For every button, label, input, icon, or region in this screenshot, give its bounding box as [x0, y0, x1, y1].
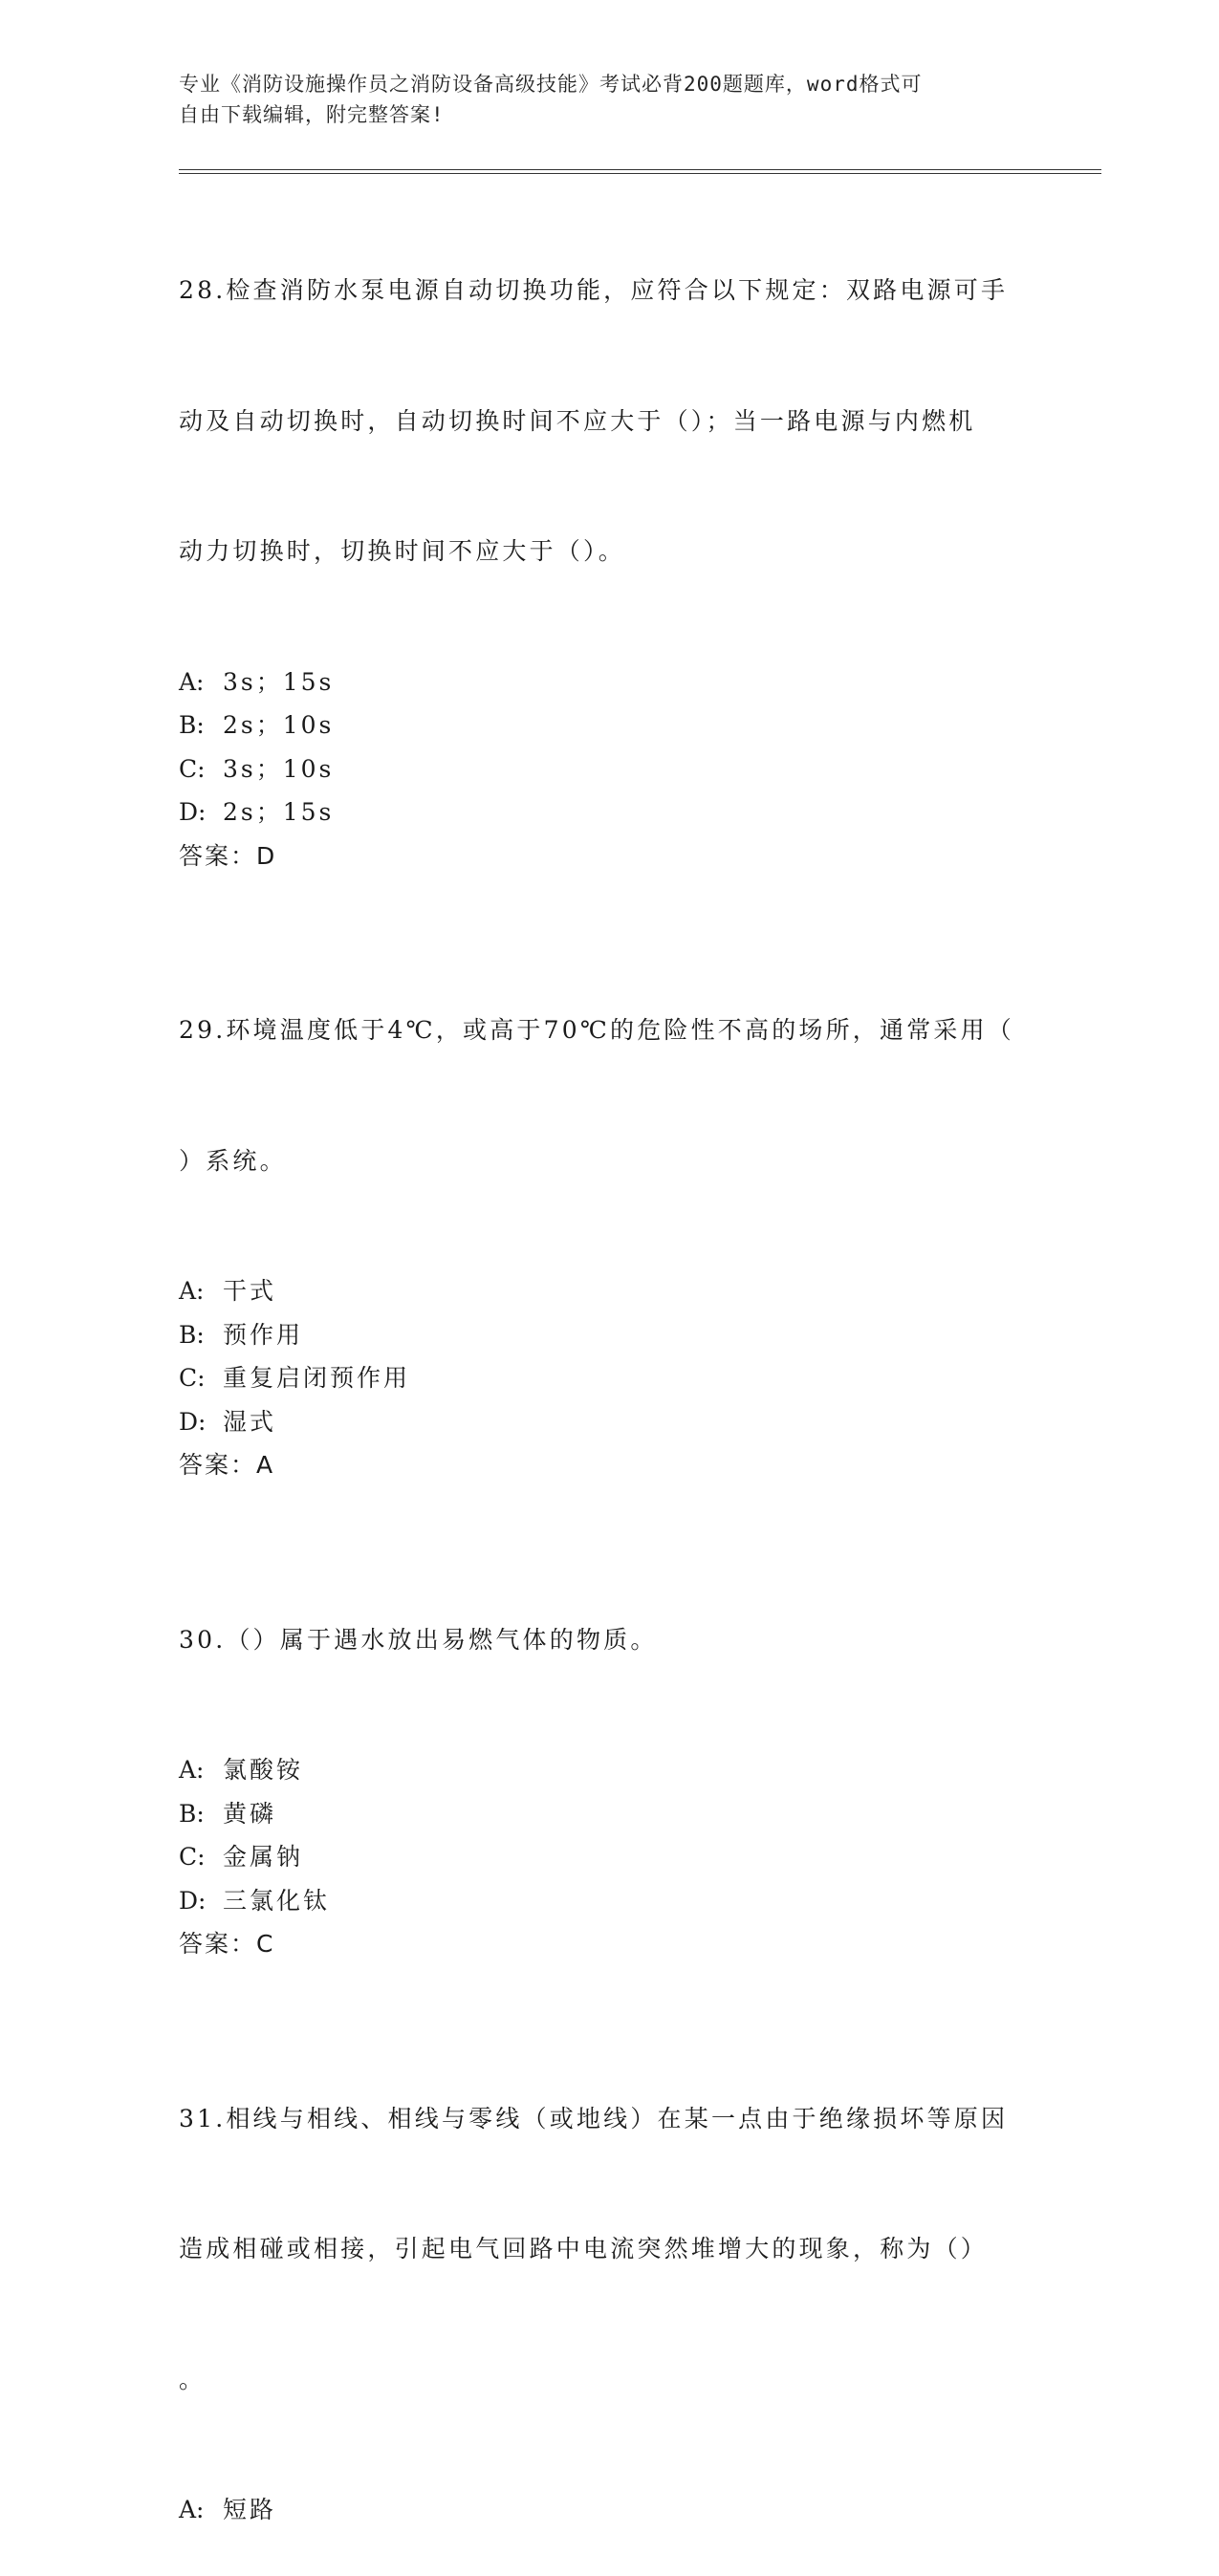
option-key: C:: [179, 754, 206, 783]
stem-line: ）系统。: [179, 1146, 287, 1175]
option-text: 2s；15s: [223, 798, 335, 826]
question-stem: [179, 182, 1039, 660]
question-30: [179, 1531, 1039, 1966]
option-key: B:: [179, 1799, 205, 1828]
stem-line: 动力切换时，切换时间不应大于（）。: [179, 537, 625, 565]
header-line: 专业《消防设施操作员之消防设备高级技能》考试必背200题题库，word格式可: [179, 73, 923, 96]
header-divider: [179, 169, 1101, 174]
question-29: [179, 921, 1039, 1487]
option-d: [179, 1879, 1039, 1923]
option-a: [179, 2488, 1039, 2532]
header-line: 自由下载编辑，附完整答案!: [179, 103, 445, 126]
option-key: B:: [179, 711, 205, 739]
stem-line: 造成相碰或相接，引起电气回路中电流突然堆增大的现象，称为（）: [179, 2235, 989, 2262]
option-text: 2s；10s: [223, 711, 335, 739]
answer-line: 答案：A: [179, 1451, 275, 1479]
option-key: A:: [179, 2496, 205, 2523]
option-key: A:: [179, 1756, 205, 1784]
option-text: 干式: [223, 1277, 277, 1305]
stem-line: 30.（）属于遇水放出易燃气体的物质。: [179, 1625, 658, 1654]
answer-line: 答案：C: [179, 1930, 275, 1958]
stem-line: 28.检查消防水泵电源自动切换功能，应符合以下规定：双路电源可手: [179, 276, 1009, 304]
option-d: [179, 790, 1039, 834]
option-text: 预作用: [223, 1320, 304, 1349]
question-28: [179, 182, 1039, 877]
option-text: 短路: [223, 2496, 277, 2523]
option-b: [179, 1313, 1039, 1357]
stem-line: 31.相线与相线、相线与零线（或地线）在某一点由于绝缘损坏等原因: [179, 2104, 1009, 2132]
option-text: 湿式: [223, 1407, 277, 1436]
option-text: 3s；15s: [223, 667, 335, 696]
option-a: [179, 660, 1039, 704]
option-text: 金属钠: [223, 1843, 304, 1871]
option-key: C:: [179, 1843, 206, 1871]
option-b: [179, 1792, 1039, 1836]
document-header: [179, 69, 1039, 130]
option-c: [179, 1356, 1039, 1400]
option-text: 黄磷: [223, 1799, 277, 1828]
question-stem: [179, 1531, 1039, 1749]
option-key: D:: [179, 798, 207, 826]
option-c: [179, 747, 1039, 791]
question-stem: [179, 2010, 1039, 2489]
question-stem: [179, 921, 1039, 1269]
option-key: D:: [179, 1407, 207, 1436]
question-31: [179, 2010, 1039, 2532]
document-page: [179, 0, 1101, 2523]
option-key: A:: [179, 1277, 205, 1305]
option-text: 3s；10s: [223, 754, 335, 783]
option-key: B:: [179, 1320, 205, 1349]
option-b: [179, 704, 1039, 747]
stem-line: 动及自动切换时，自动切换时间不应大于（）；当一路电源与内燃机: [179, 406, 976, 435]
option-text: 氯酸铵: [223, 1756, 304, 1784]
option-key: C:: [179, 1364, 206, 1392]
answer-line: 答案：D: [179, 841, 277, 870]
option-key: D:: [179, 1886, 207, 1915]
question-list: [179, 182, 1039, 2576]
stem-line: 。: [179, 2365, 207, 2393]
option-a: [179, 1269, 1039, 1313]
stem-line: 29.环境温度低于4℃，或高于70℃的危险性不高的场所，通常采用（: [179, 1016, 1015, 1044]
option-text: 三氯化钛: [223, 1886, 331, 1915]
option-d: [179, 1400, 1039, 1444]
option-text: 重复启闭预作用: [223, 1364, 411, 1392]
option-a: [179, 1748, 1039, 1792]
option-c: [179, 1835, 1039, 1879]
option-key: A:: [179, 667, 205, 696]
